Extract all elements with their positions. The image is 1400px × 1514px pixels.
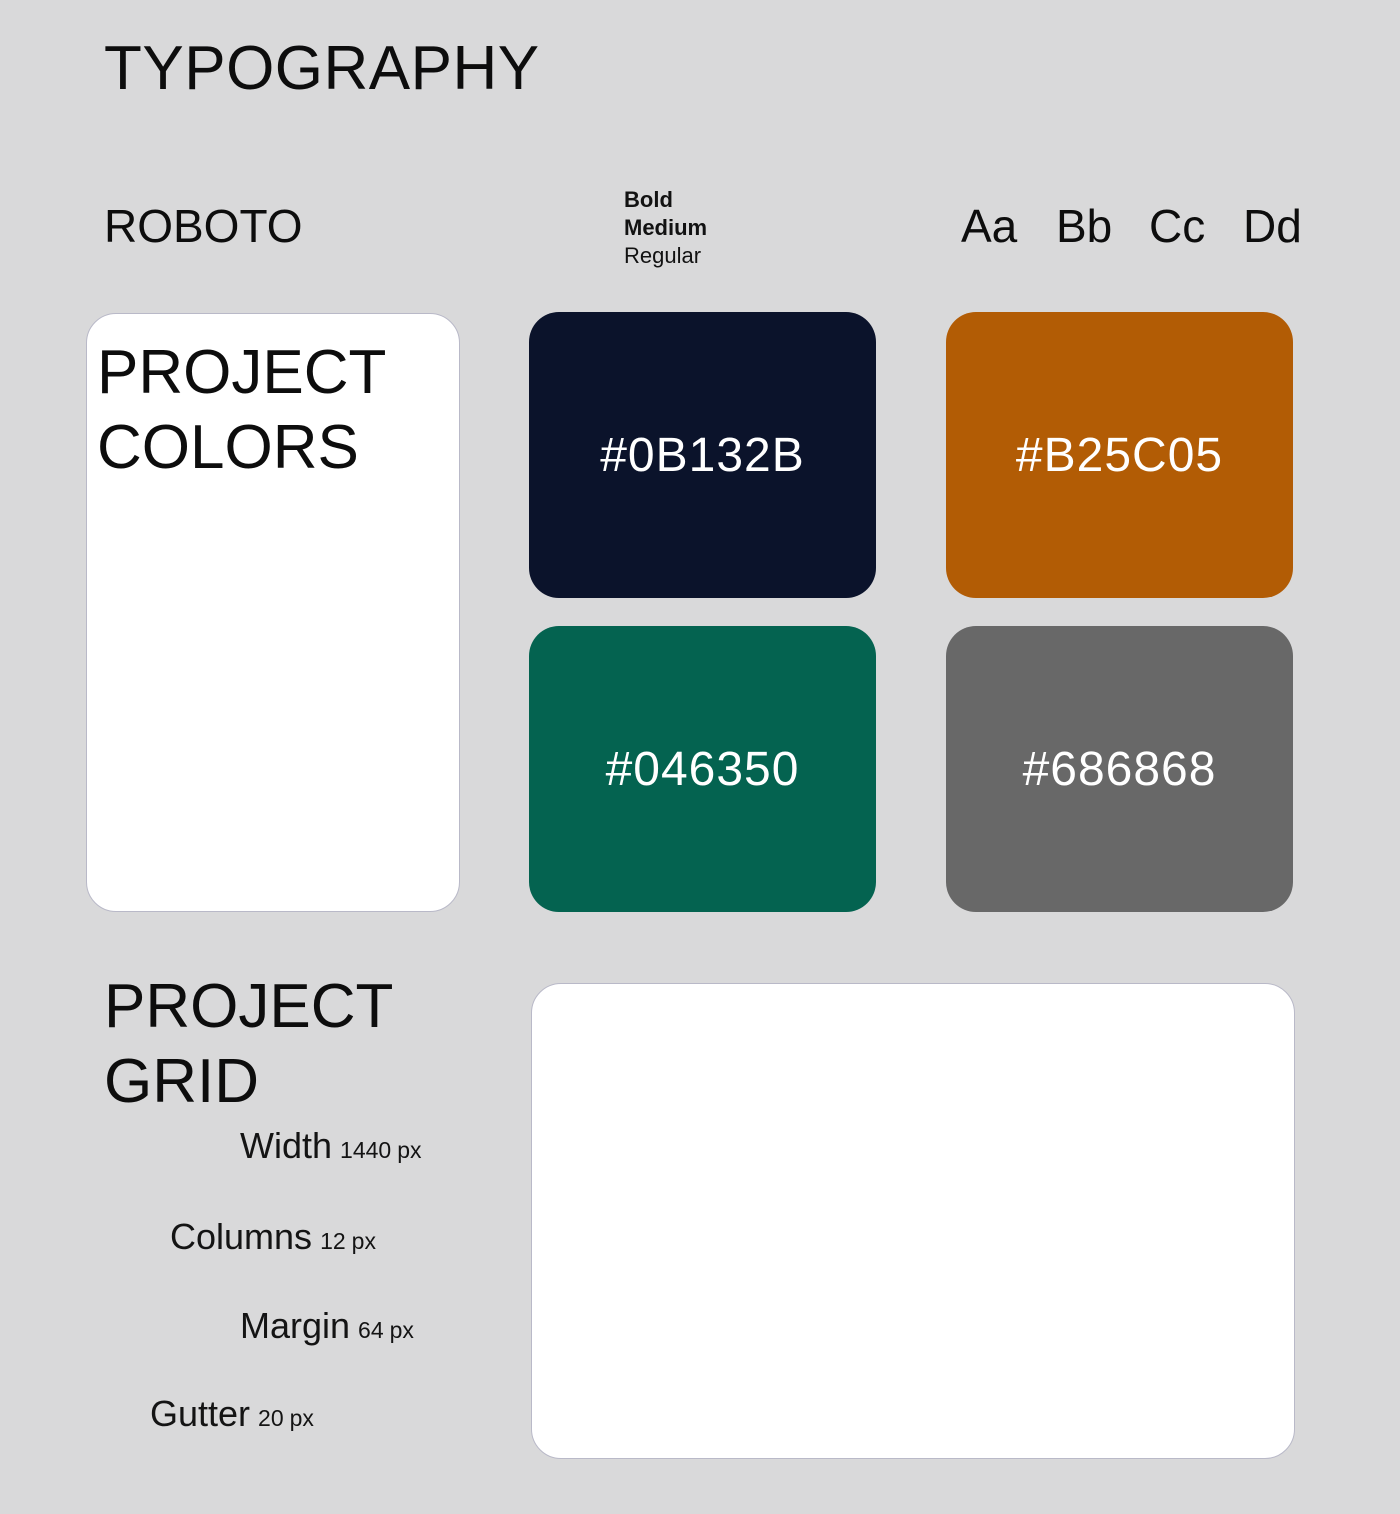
grid-spec-unit: px [397, 1137, 422, 1163]
grid-spec-label: Gutter [150, 1393, 251, 1434]
weight-regular: Regular [624, 243, 702, 268]
grid-spec-unit: px [289, 1405, 314, 1431]
grid-spec-value: 12 [320, 1228, 346, 1254]
glyph-sample-bb: Bb [1056, 200, 1113, 252]
grid-spec-value: 20 [258, 1405, 284, 1431]
weight-medium: Medium [624, 215, 708, 240]
font-weights-list [624, 186, 707, 270]
font-name: ROBOTO [104, 200, 303, 252]
grid-spec-columns [170, 1216, 376, 1257]
grid-spec-gutter [150, 1393, 314, 1434]
glyph-sample-aa: Aa [961, 200, 1018, 252]
color-swatch-code: #0B132B [600, 428, 805, 482]
grid-spec-unit: px [389, 1317, 414, 1343]
project-grid-heading-line2: GRID [104, 1047, 259, 1116]
color-swatch-code: #046350 [605, 742, 800, 796]
grid-spec-label: Margin [240, 1305, 351, 1346]
color-swatch-navy [529, 312, 876, 598]
grid-spec-value: 1440 [340, 1137, 392, 1163]
weight-bold: Bold [624, 187, 673, 212]
grid-spec-width [240, 1125, 422, 1166]
glyph-sample-cc: Cc [1149, 200, 1206, 252]
glyph-sample-dd: Dd [1243, 200, 1302, 252]
grid-spec-value: 64 [358, 1317, 384, 1343]
color-swatch-code: #686868 [1022, 742, 1217, 796]
color-swatch-orange [946, 312, 1293, 598]
grid-spec-margin [240, 1305, 414, 1346]
project-colors-heading-line1: PROJECT [97, 338, 387, 407]
project-grid-heading-line1: PROJECT [104, 972, 394, 1041]
color-swatch-code: #B25C05 [1015, 428, 1224, 482]
color-swatch-green [529, 626, 876, 912]
project-colors-heading [97, 335, 386, 485]
color-swatch-gray [946, 626, 1293, 912]
grid-spec-unit: px [351, 1228, 376, 1254]
project-grid-card [531, 983, 1295, 1459]
grid-spec-label: Width [240, 1125, 333, 1166]
project-grid-heading [104, 969, 393, 1119]
project-colors-heading-line2: COLORS [97, 413, 359, 482]
grid-spec-label: Columns [170, 1216, 313, 1257]
typography-title: TYPOGRAPHY [104, 34, 540, 103]
